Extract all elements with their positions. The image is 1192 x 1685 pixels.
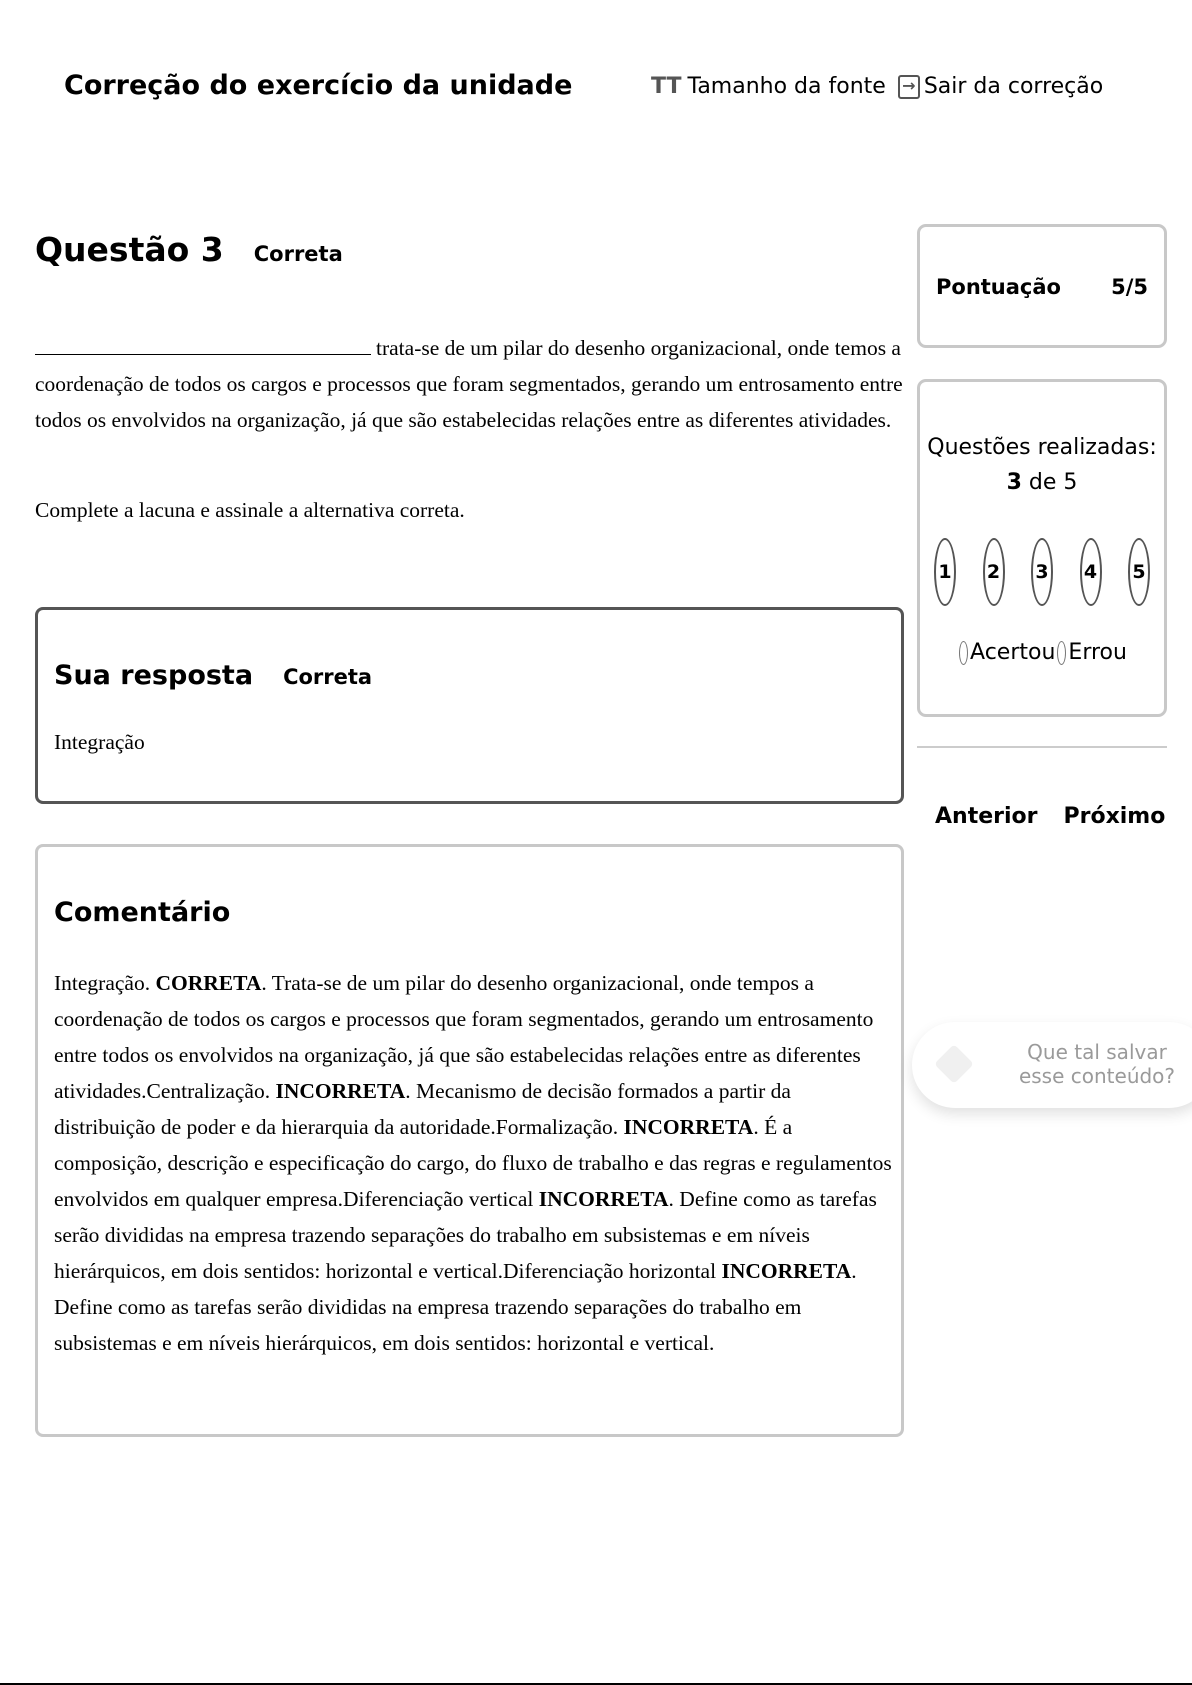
next-button[interactable]: Próximo: [1063, 804, 1166, 829]
exit-label: Sair da correção: [923, 74, 1104, 99]
answer-status: Correta: [283, 665, 373, 689]
progress-done: 3: [1006, 470, 1022, 495]
legend-wrong: Errou: [1068, 640, 1127, 665]
verdict-label: INCORRETA: [623, 1115, 754, 1139]
wrong-legend-icon: [1057, 641, 1066, 665]
font-size-icon: TT: [651, 74, 682, 99]
score-label: Pontuação: [936, 275, 1061, 299]
save-line-2: esse conteúdo?: [1018, 1064, 1176, 1088]
progress-label: Questões realizadas:: [927, 435, 1157, 460]
comment-segment: . Define como as tarefas serão divididas na empresa trazendo separações do trabalho em subsistemas e em níveis hierárquicos, em dois sentidos: horizontal e vertical.: [54, 1259, 857, 1355]
question-button-3[interactable]: 3: [1031, 538, 1053, 606]
question-button-1[interactable]: 1: [934, 538, 956, 606]
score-card: [917, 224, 1167, 348]
legend: [920, 640, 1164, 665]
font-size-button[interactable]: [651, 74, 886, 99]
comment-segment: Integração.: [54, 971, 156, 995]
comment-segment: . Mecanismo de decisão formados a partir da distribuição de poder e da hierarquia da autoridade.Formalização.: [54, 1079, 791, 1139]
progress-card: [917, 379, 1167, 717]
divider: [917, 746, 1167, 748]
comment-segment: . Define como as tarefas serão divididas na empresa trazendo separações do trabalho em subsistemas e em níveis hierárquicos, em dois sentidos: horizontal e vertical.Diferenciação horizontal: [54, 1187, 877, 1283]
question-header: [35, 230, 343, 269]
blank-gap: [35, 333, 371, 355]
save-line-1: Que tal salvar: [1027, 1040, 1167, 1064]
comment-box: [35, 844, 904, 1437]
exit-icon: →: [898, 75, 920, 99]
question-button-5[interactable]: 5: [1128, 538, 1150, 606]
question-text: [35, 330, 905, 438]
font-size-label: Tamanho da fonte: [687, 74, 886, 99]
answer-value: Integração: [54, 730, 145, 754]
comment-segment: . Trata-se de um pilar do desenho organizacional, onde tempos a coordenação de todos os cargos e processos que foram segmentados, gerando um entrosamento entre todos os envolvidos na organização, já que são estabelecidas relações entre as diferentes atividades.Centralização.: [54, 971, 874, 1103]
question-button-2[interactable]: 2: [983, 538, 1005, 606]
question-instruction: Complete a lacuna e assinale a alternativa correta.: [35, 498, 465, 522]
question-button-4[interactable]: 4: [1080, 538, 1102, 606]
question-title: Questão 3: [35, 230, 224, 269]
previous-button[interactable]: Anterior: [935, 804, 1038, 829]
verdict-label: CORRETA: [155, 971, 262, 995]
exit-button[interactable]: [898, 74, 1103, 99]
comment-title: Comentário: [54, 897, 231, 928]
verdict-label: INCORRETA: [538, 1187, 669, 1211]
answer-box: [35, 607, 904, 804]
correct-legend-icon: [959, 641, 968, 665]
legend-correct: Acertou: [970, 640, 1056, 665]
toolbar: [651, 74, 1103, 99]
logo-icon: [934, 1044, 974, 1084]
score-value: 5/5: [1111, 275, 1148, 299]
question-status: Correta: [253, 242, 343, 266]
comment-text: [54, 965, 894, 1361]
progress-total: de 5: [1028, 470, 1078, 495]
save-content-button[interactable]: [912, 1022, 1192, 1108]
question-statement: trata-se de um pilar do desenho organizacional, onde temos a coordenação de todos os cargos e processos que foram segmentados, gerando um entrosamento entre todos os envolvidos na organização, já que são estabelecidas relações entre as diferentes atividades.: [35, 336, 903, 432]
question-list: [934, 538, 1150, 606]
comment-segment: . É a composição, descrição e especificação do cargo, do fluxo de trabalho e das regras e regulamentos envolvidos em qualquer empresa.Diferenciação vertical: [54, 1115, 892, 1211]
verdict-label: INCORRETA: [721, 1259, 852, 1283]
answer-title: Sua resposta: [54, 660, 254, 691]
page-title: Correção do exercício da unidade: [64, 70, 573, 101]
question-nav: [935, 804, 1165, 829]
verdict-label: INCORRETA: [275, 1079, 406, 1103]
